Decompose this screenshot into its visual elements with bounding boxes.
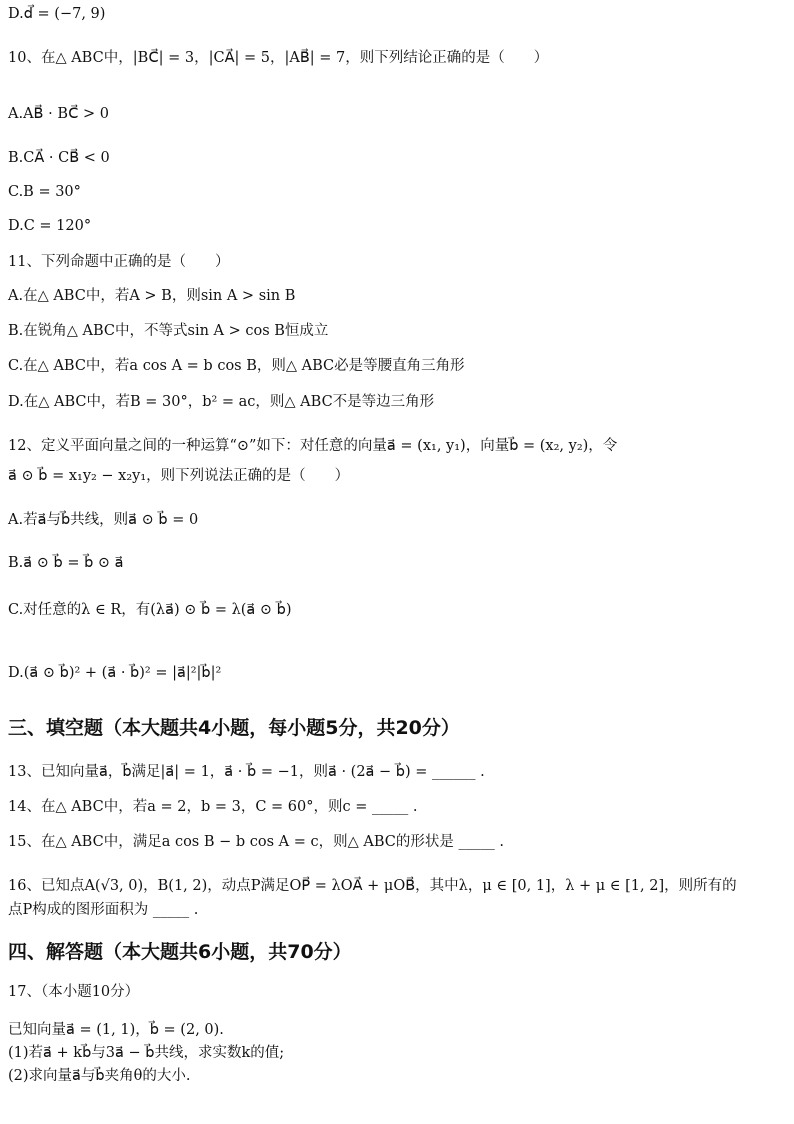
- q11-option-d: D.在△ ABC中，若B = 30°，b² = ac，则△ ABC不是等边三角形: [8, 394, 435, 410]
- question-15: 15、在△ ABC中，满足a cos B − b cos A = c，则△ ABC的形状是 _____ .: [8, 834, 504, 850]
- q17-given: 已知向量a⃗ = (1, 1)，b⃗ = (2, 0).: [8, 1022, 224, 1038]
- question-16-line2: 点P构成的图形面积为 _____ .: [8, 902, 199, 918]
- question-12-line2: a⃗ ⊙ b⃗ = x₁y₂ − x₂y₁，则下列说法正确的是（ ）: [8, 468, 350, 484]
- q10-option-a: A.AB⃗ · BC⃗ > 0: [8, 106, 109, 122]
- q12-option-b: B.a⃗ ⊙ b⃗ = b⃗ ⊙ a⃗: [8, 555, 124, 571]
- section-3-heading: 三、填空题（本大题共4小题，每小题5分，共20分）: [8, 717, 460, 739]
- option-d-prev: D.d⃗ = (−7, 9): [8, 6, 106, 22]
- question-16-line1: 16、已知点A(√3, 0)，B(1, 2)，动点P满足OP⃗ = λOA⃗ + μOB⃗，其中λ，μ ∈ [0, 1]，λ + μ ∈ [1, 2]，则所有的: [8, 878, 737, 894]
- question-17: 17、（本小题10分）: [8, 984, 140, 1000]
- q10-option-c: C.B = 30°: [8, 184, 81, 200]
- q10-option-d: D.C = 120°: [8, 218, 92, 234]
- question-12-line1: 12、定义平面向量之间的一种运算“⊙”如下：对任意的向量a⃗ = (x₁, y₁)，向量b⃗ = (x₂, y₂)，令: [8, 438, 618, 454]
- question-14: 14、在△ ABC中，若a = 2，b = 3，C = 60°，则c = _____ .: [8, 799, 418, 815]
- q12-option-d: D.(a⃗ ⊙ b⃗)² + (a⃗ · b⃗)² = |a⃗|²|b⃗|²: [8, 665, 222, 681]
- q11-option-c: C.在△ ABC中，若a cos A = b cos B，则△ ABC必是等腰直角三角形: [8, 358, 465, 374]
- q12-option-c: C.对任意的λ ∈ R，有(λa⃗) ⊙ b⃗ = λ(a⃗ ⊙ b⃗): [8, 602, 292, 618]
- question-10: 10、在△ ABC中，|BC⃗| = 3，|CA⃗| = 5，|AB⃗| = 7，则下列结论正确的是（ ）: [8, 50, 549, 66]
- q11-option-b: B.在锐角△ ABC中，不等式sin A > cos B恒成立: [8, 323, 329, 339]
- q10-option-b: B.CA⃗ · CB⃗ < 0: [8, 150, 110, 166]
- section-4-heading: 四、解答题（本大题共6小题，共70分）: [8, 941, 352, 963]
- question-11: 11、下列命题中正确的是（ ）: [8, 254, 230, 270]
- q12-option-a: A.若a⃗与b⃗共线，则a⃗ ⊙ b⃗ = 0: [8, 512, 199, 528]
- q17-part2: (2)求向量a⃗与b⃗夹角θ的大小.: [8, 1068, 191, 1084]
- q17-part1: (1)若a⃗ + kb⃗与3a⃗ − b⃗共线，求实数k的值;: [8, 1045, 285, 1061]
- q11-option-a: A.在△ ABC中，若A > B，则sin A > sin B: [8, 288, 296, 304]
- question-13: 13、已知向量a⃗，b⃗满足|a⃗| = 1，a⃗ · b⃗ = −1，则a⃗ · (2a⃗ − b⃗) = ______ .: [8, 764, 485, 780]
